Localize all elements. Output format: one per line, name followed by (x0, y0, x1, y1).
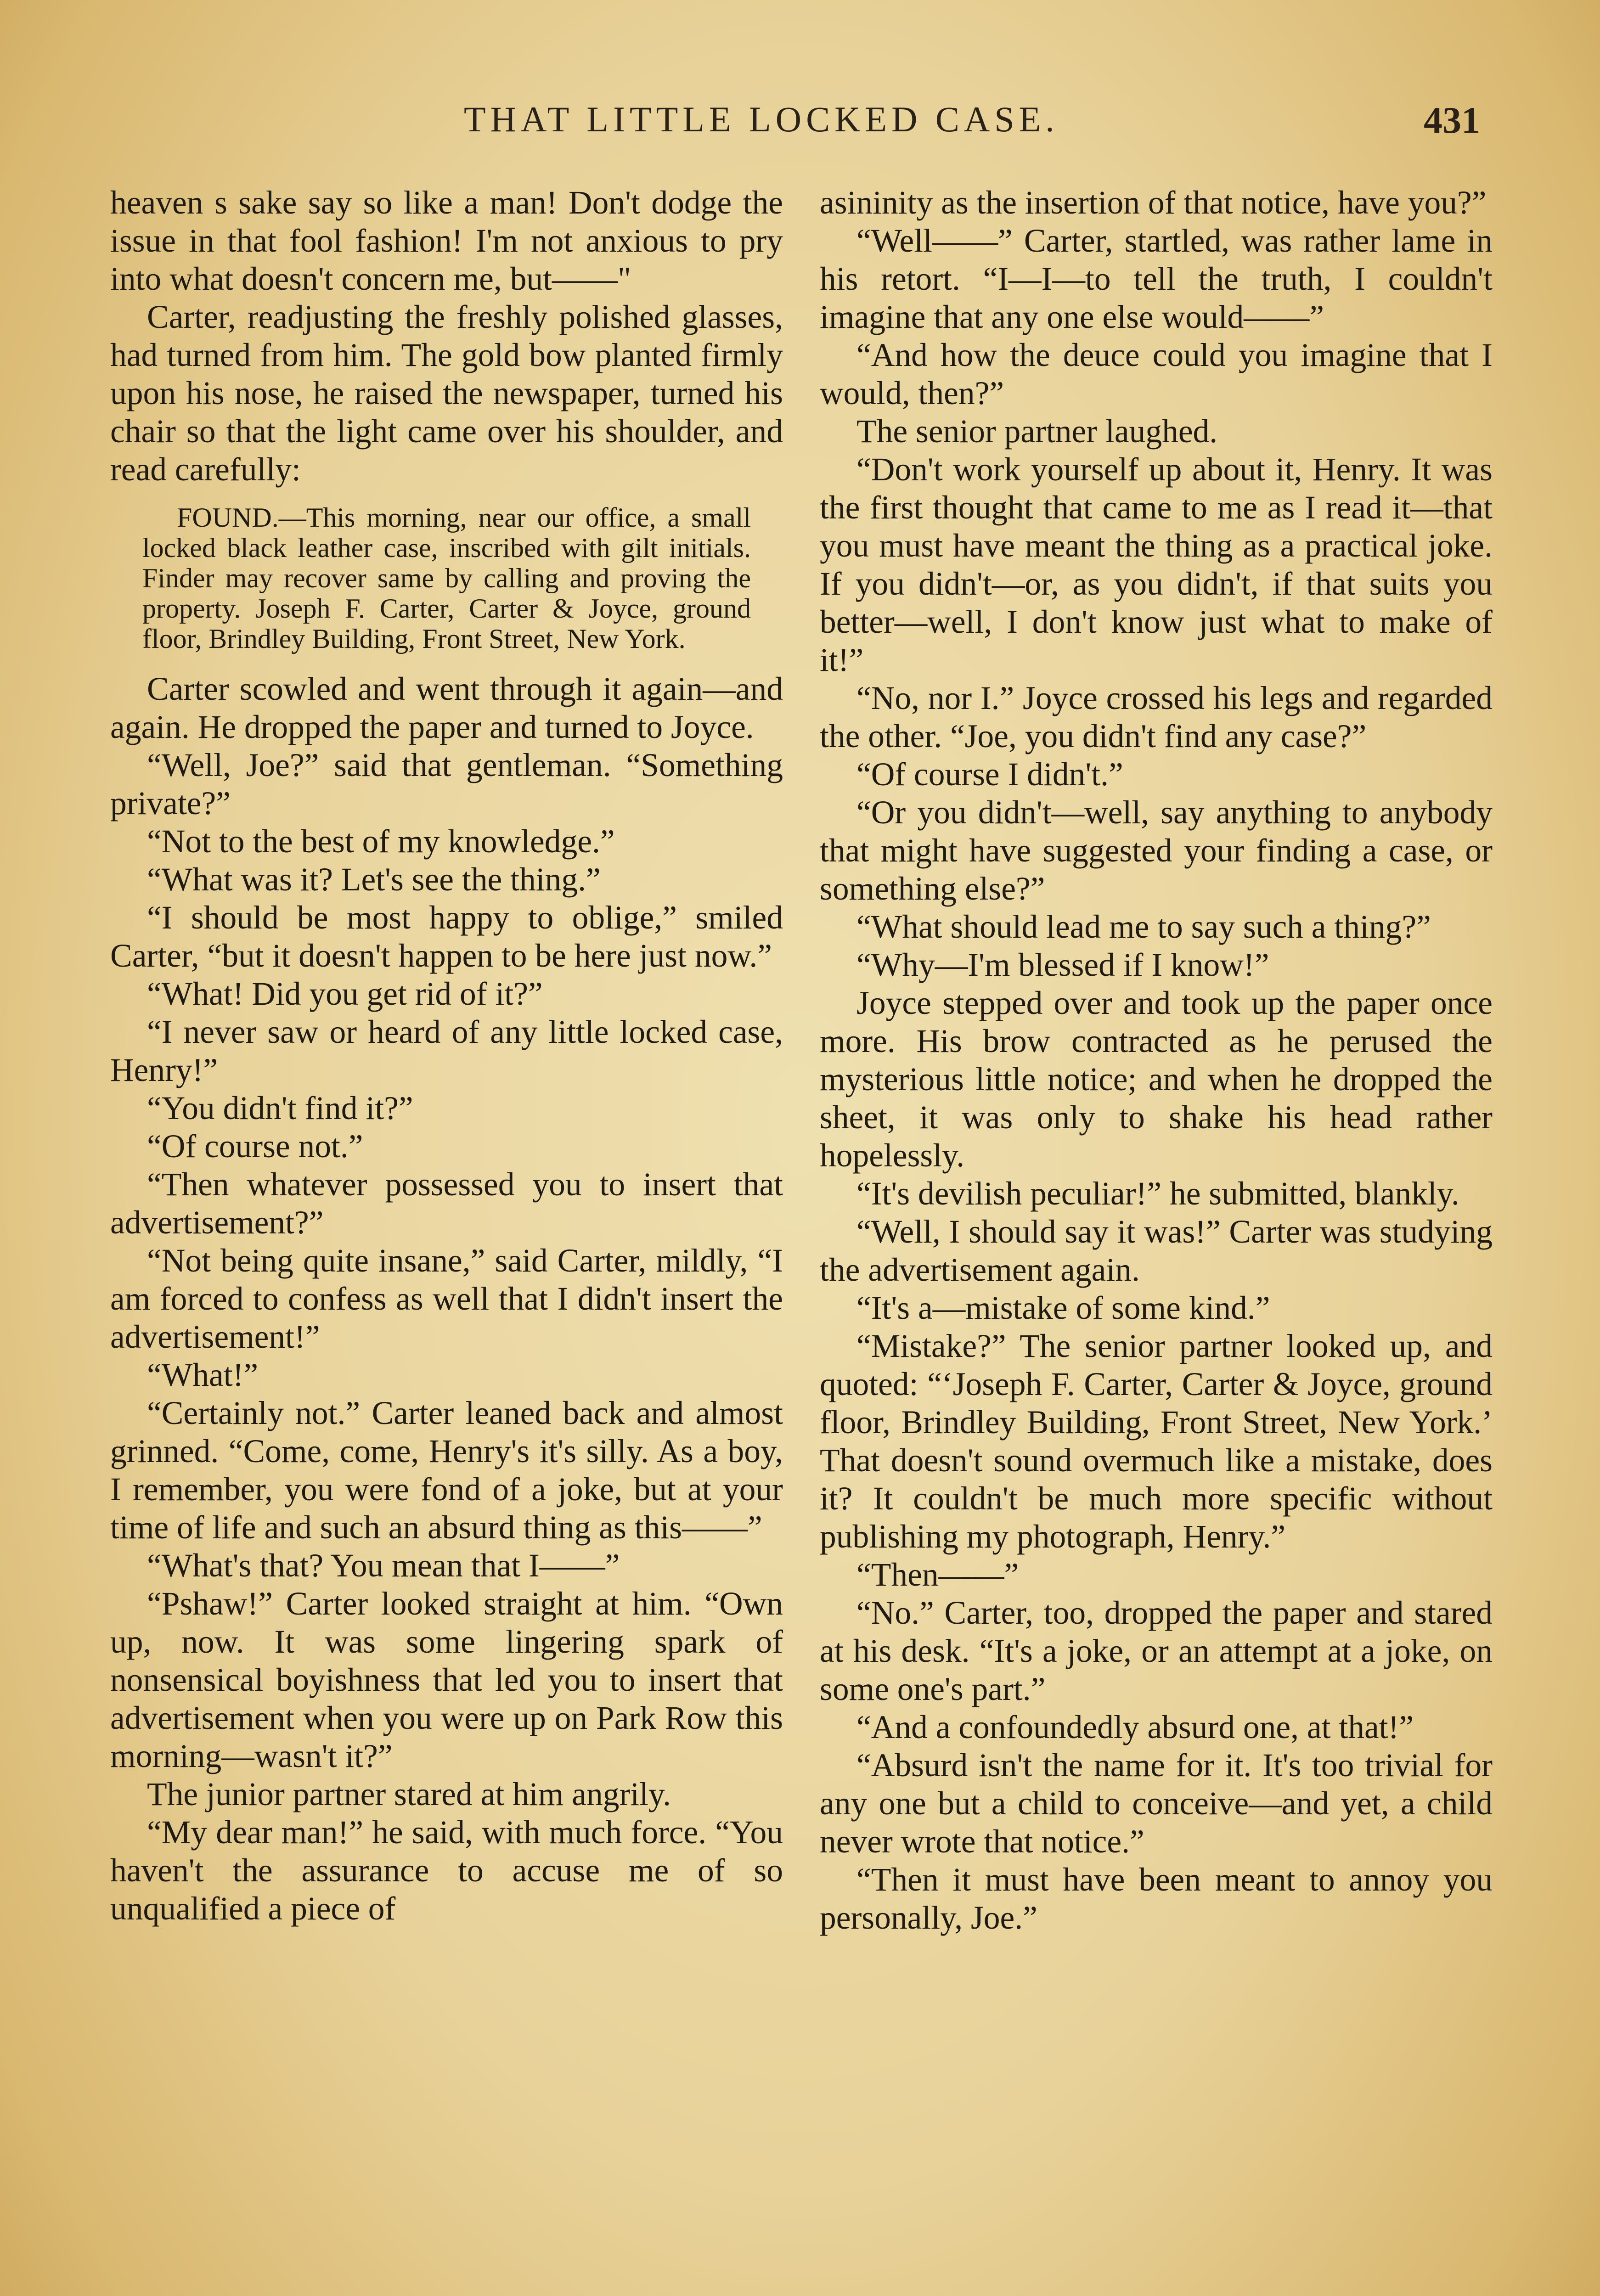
paragraph: “You didn't find it?” (147, 1090, 413, 1126)
right-column (820, 184, 1493, 1937)
paragraph: “What was it? Let's see the thing.” (147, 861, 601, 898)
page-title: THAT LITTLE LOCKED CASE. (464, 99, 1059, 139)
paragraph: “Of course I didn't.” (856, 756, 1123, 793)
paragraph: Carter scowled and went through it again—and again. He dropped the paper and turned to Joyce. (110, 671, 783, 745)
paragraph: “Not to the best of my knowledge.” (147, 823, 615, 860)
paragraph: “Or you didn't—well, say anything to anybody that might have suggested your finding a case, or something else?” (820, 794, 1493, 907)
paragraph: “It's devilish peculiar!” he submitted, blankly. (856, 1176, 1459, 1212)
paragraph: “My dear man!” he said, with much force. “You haven't the assurance to accuse me of so unqualified a piece of (110, 1814, 783, 1927)
paragraph: “And how the deuce could you imagine that I would, then?” (820, 337, 1493, 411)
paragraph: “Pshaw!” Carter looked straight at him. “Own up, now. It was some lingering spark of nonsensical boyishness that led you to insert that advertisement when you were up on Park Row this morning—wasn't it?” (110, 1586, 783, 1774)
paragraph: “Mistake?” The senior partner looked up, and quoted: “‘Joseph F. Carter, Carter & Joyce, ground floor, Brindley Building, Front Street, New York.’ That doesn't sound overmuch like a mistake, does it? It couldn't be much more specific without publishing my photograph, Henry.” (820, 1328, 1493, 1555)
paragraph: “Then whatever possessed you to insert that advertisement?” (110, 1166, 783, 1241)
paragraph: “No.” Carter, too, dropped the paper and stared at his desk. “It's a joke, or an attempt at a joke, on some one's part.” (820, 1595, 1493, 1707)
paragraph: “Well, Joe?” said that gentleman. “Something private?” (110, 747, 783, 822)
left-column (110, 184, 783, 1928)
paragraph: “Not being quite insane,” said Carter, mildly, “I am forced to confess as well that I didn't insert the advertisement!” (110, 1243, 783, 1355)
paragraph: “Well——” Carter, startled, was rather lame in his retort. “I—I—to tell the truth, I couldn't imagine that any one else would——” (820, 223, 1493, 335)
paragraph: “Certainly not.” Carter leaned back and almost grinned. “Come, come, Henry's it's silly. As a boy, I remember, you were fond of a joke, but at your time of life and such an absurd thing as this——” (110, 1395, 783, 1546)
paragraph: “Why—I'm blessed if I know!” (856, 947, 1269, 983)
paragraph: asininity as the insertion of that notice, have you?” (820, 185, 1487, 221)
paragraph: The senior partner laughed. (856, 413, 1218, 450)
paragraph: “What should lead me to say such a thing?” (856, 909, 1431, 945)
paragraph: Joyce stepped over and took up the paper once more. His brow contracted as he perused the mysterious little notice; and when he dropped the sheet, it was only to shake his head rather hopelessly. (820, 985, 1493, 1174)
running-header (0, 99, 1600, 154)
notice-text: FOUND.—This morning, near our office, a small locked black leather case, inscribed with gilt initials. Finder may recover same by calling and proving the property. Joseph F. Carter, Carter & Joyce, ground floor, Brindley Building, Front Street, New York. (142, 502, 751, 654)
paragraph: “Then it must have been meant to annoy you personally, Joe.” (820, 1862, 1493, 1936)
paragraph: “What's that? You mean that I——” (147, 1548, 620, 1584)
paragraph: “I should be most happy to oblige,” smiled Carter, “but it doesn't happen to be here just now.” (110, 900, 783, 974)
paragraph: “What! Did you get rid of it?” (147, 976, 543, 1012)
paragraph: “Absurd isn't the name for it. It's too trivial for any one but a child to conceive—and yet, a child never wrote that notice.” (820, 1747, 1493, 1860)
paragraph: “It's a—mistake of some kind.” (856, 1290, 1270, 1326)
paragraph: “Of course not.” (147, 1128, 363, 1165)
paragraph: Carter, readjusting the freshly polished glasses, had turned from him. The gold bow planted firmly upon his nose, he raised the newspaper, turned his chair so that the light came over his shoulder, and read carefully: (110, 299, 783, 488)
found-notice (142, 502, 751, 654)
paragraph: “I never saw or heard of any little locked case, Henry!” (110, 1014, 783, 1088)
paragraph: “What!” (147, 1357, 259, 1393)
paragraph: heaven s sake say so like a man! Don't dodge the issue in that fool fashion! I'm not anxious to pry into what doesn't concern me, but——" (110, 185, 783, 297)
paragraph: “Then——” (856, 1557, 1019, 1593)
paragraph: “And a confoundedly absurd one, at that!” (856, 1709, 1414, 1745)
paragraph: “No, nor I.” Joyce crossed his legs and regarded the other. “Joe, you didn't find any case?” (820, 680, 1493, 754)
page-number: 431 (1424, 99, 1480, 141)
paragraph: “Well, I should say it was!” Carter was studying the advertisement again. (820, 1214, 1493, 1288)
paragraph: The junior partner stared at him angrily. (147, 1776, 671, 1812)
paragraph: “Don't work yourself up about it, Henry. It was the first thought that came to me as I read it—that you must have meant the thing as a practical joke. If you didn't—or, as you didn't, if that suits you better—well, I don't know just what to make of it!” (820, 451, 1493, 678)
